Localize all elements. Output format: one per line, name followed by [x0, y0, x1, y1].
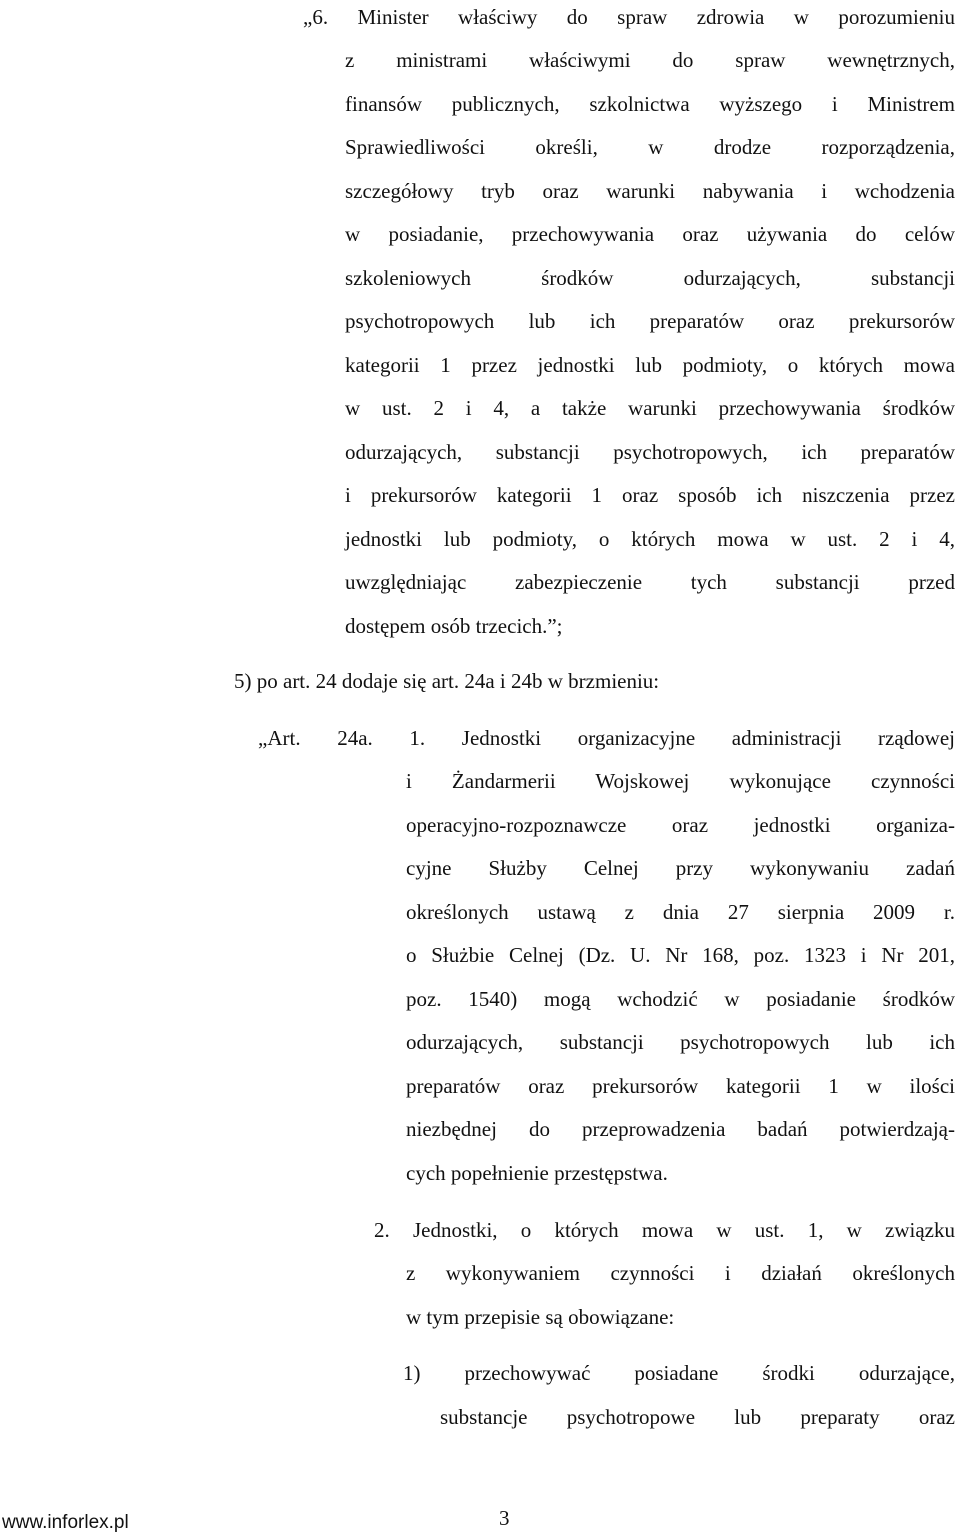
- text-line: odurzających, substancji psychotropowych lub ich: [406, 1030, 955, 1054]
- page-number: 3: [499, 1506, 510, 1530]
- text-line: Sprawiedliwości określi, w drodze rozporządzenia,: [345, 135, 955, 159]
- text-line: 2. Jednostki, o których mowa w ust. 1, w związku: [374, 1218, 955, 1242]
- text-line: określonych ustawą z dnia 27 sierpnia 2009 r.: [406, 900, 955, 924]
- text-line: i Żandarmerii Wojskowej wykonujące czynności: [406, 769, 955, 793]
- text-line: psychotropowych lub ich preparatów oraz prekursorów: [345, 309, 955, 333]
- text-line: poz. 1540) mogą wchodzić w posiadanie środków: [406, 987, 955, 1011]
- text-line: o Służbie Celnej (Dz. U. Nr 168, poz. 1323 i Nr 201,: [406, 943, 955, 967]
- text-line: „Art. 24a. 1. Jednostki organizacyjne administracji rządowej: [258, 726, 955, 750]
- text-line: operacyjno-rozpoznawcze oraz jednostki organiza-: [406, 813, 955, 837]
- text-line: uwzględniając zabezpieczenie tych substancji przed: [345, 570, 955, 594]
- text-line: finansów publicznych, szkolnictwa wyższego i Ministrem: [345, 92, 955, 116]
- text-line: niezbędnej do przeprowadzenia badań potwierdzają-: [406, 1117, 955, 1141]
- text-line: kategorii 1 przez jednostki lub podmioty, o których mowa: [345, 353, 955, 377]
- text-line: w tym przepisie są obowiązane:: [406, 1305, 675, 1329]
- text-line: jednostki lub podmioty, o których mowa w ust. 2 i 4,: [345, 527, 955, 551]
- text-line: 1) przechowywać posiadane środki odurzające,: [403, 1361, 955, 1385]
- text-line: i prekursorów kategorii 1 oraz sposób ich niszczenia przez: [345, 483, 955, 507]
- point-5-heading: 5) po art. 24 dodaje się art. 24a i 24b w brzmieniu:: [234, 669, 660, 693]
- text-line: szkoleniowych środków odurzających, substancji: [345, 266, 955, 290]
- text-line: cyjne Służby Celnej przy wykonywaniu zadań: [406, 856, 955, 880]
- text-line: „6. Minister właściwy do spraw zdrowia w porozumieniu: [303, 5, 955, 29]
- text-line: z wykonywaniem czynności i działań określonych: [406, 1261, 955, 1285]
- footer-website-link[interactable]: www.inforlex.pl: [2, 1512, 129, 1533]
- text-line: cych popełnienie przestępstwa.: [406, 1161, 668, 1185]
- text-line: szczegółowy tryb oraz warunki nabywania i wchodzenia: [345, 179, 955, 203]
- text-line: substancje psychotropowe lub preparaty oraz: [440, 1405, 955, 1429]
- text-line: odurzających, substancji psychotropowych, ich preparatów: [345, 440, 955, 464]
- text-line: w ust. 2 i 4, a także warunki przechowywania środków: [345, 396, 955, 420]
- text-line: dostępem osób trzecich.”;: [345, 614, 563, 638]
- text-line: w posiadanie, przechowywania oraz używania do celów: [345, 222, 955, 246]
- text-line: z ministrami właściwymi do spraw wewnętrznych,: [345, 48, 955, 72]
- text-line: preparatów oraz prekursorów kategorii 1 w ilości: [406, 1074, 955, 1098]
